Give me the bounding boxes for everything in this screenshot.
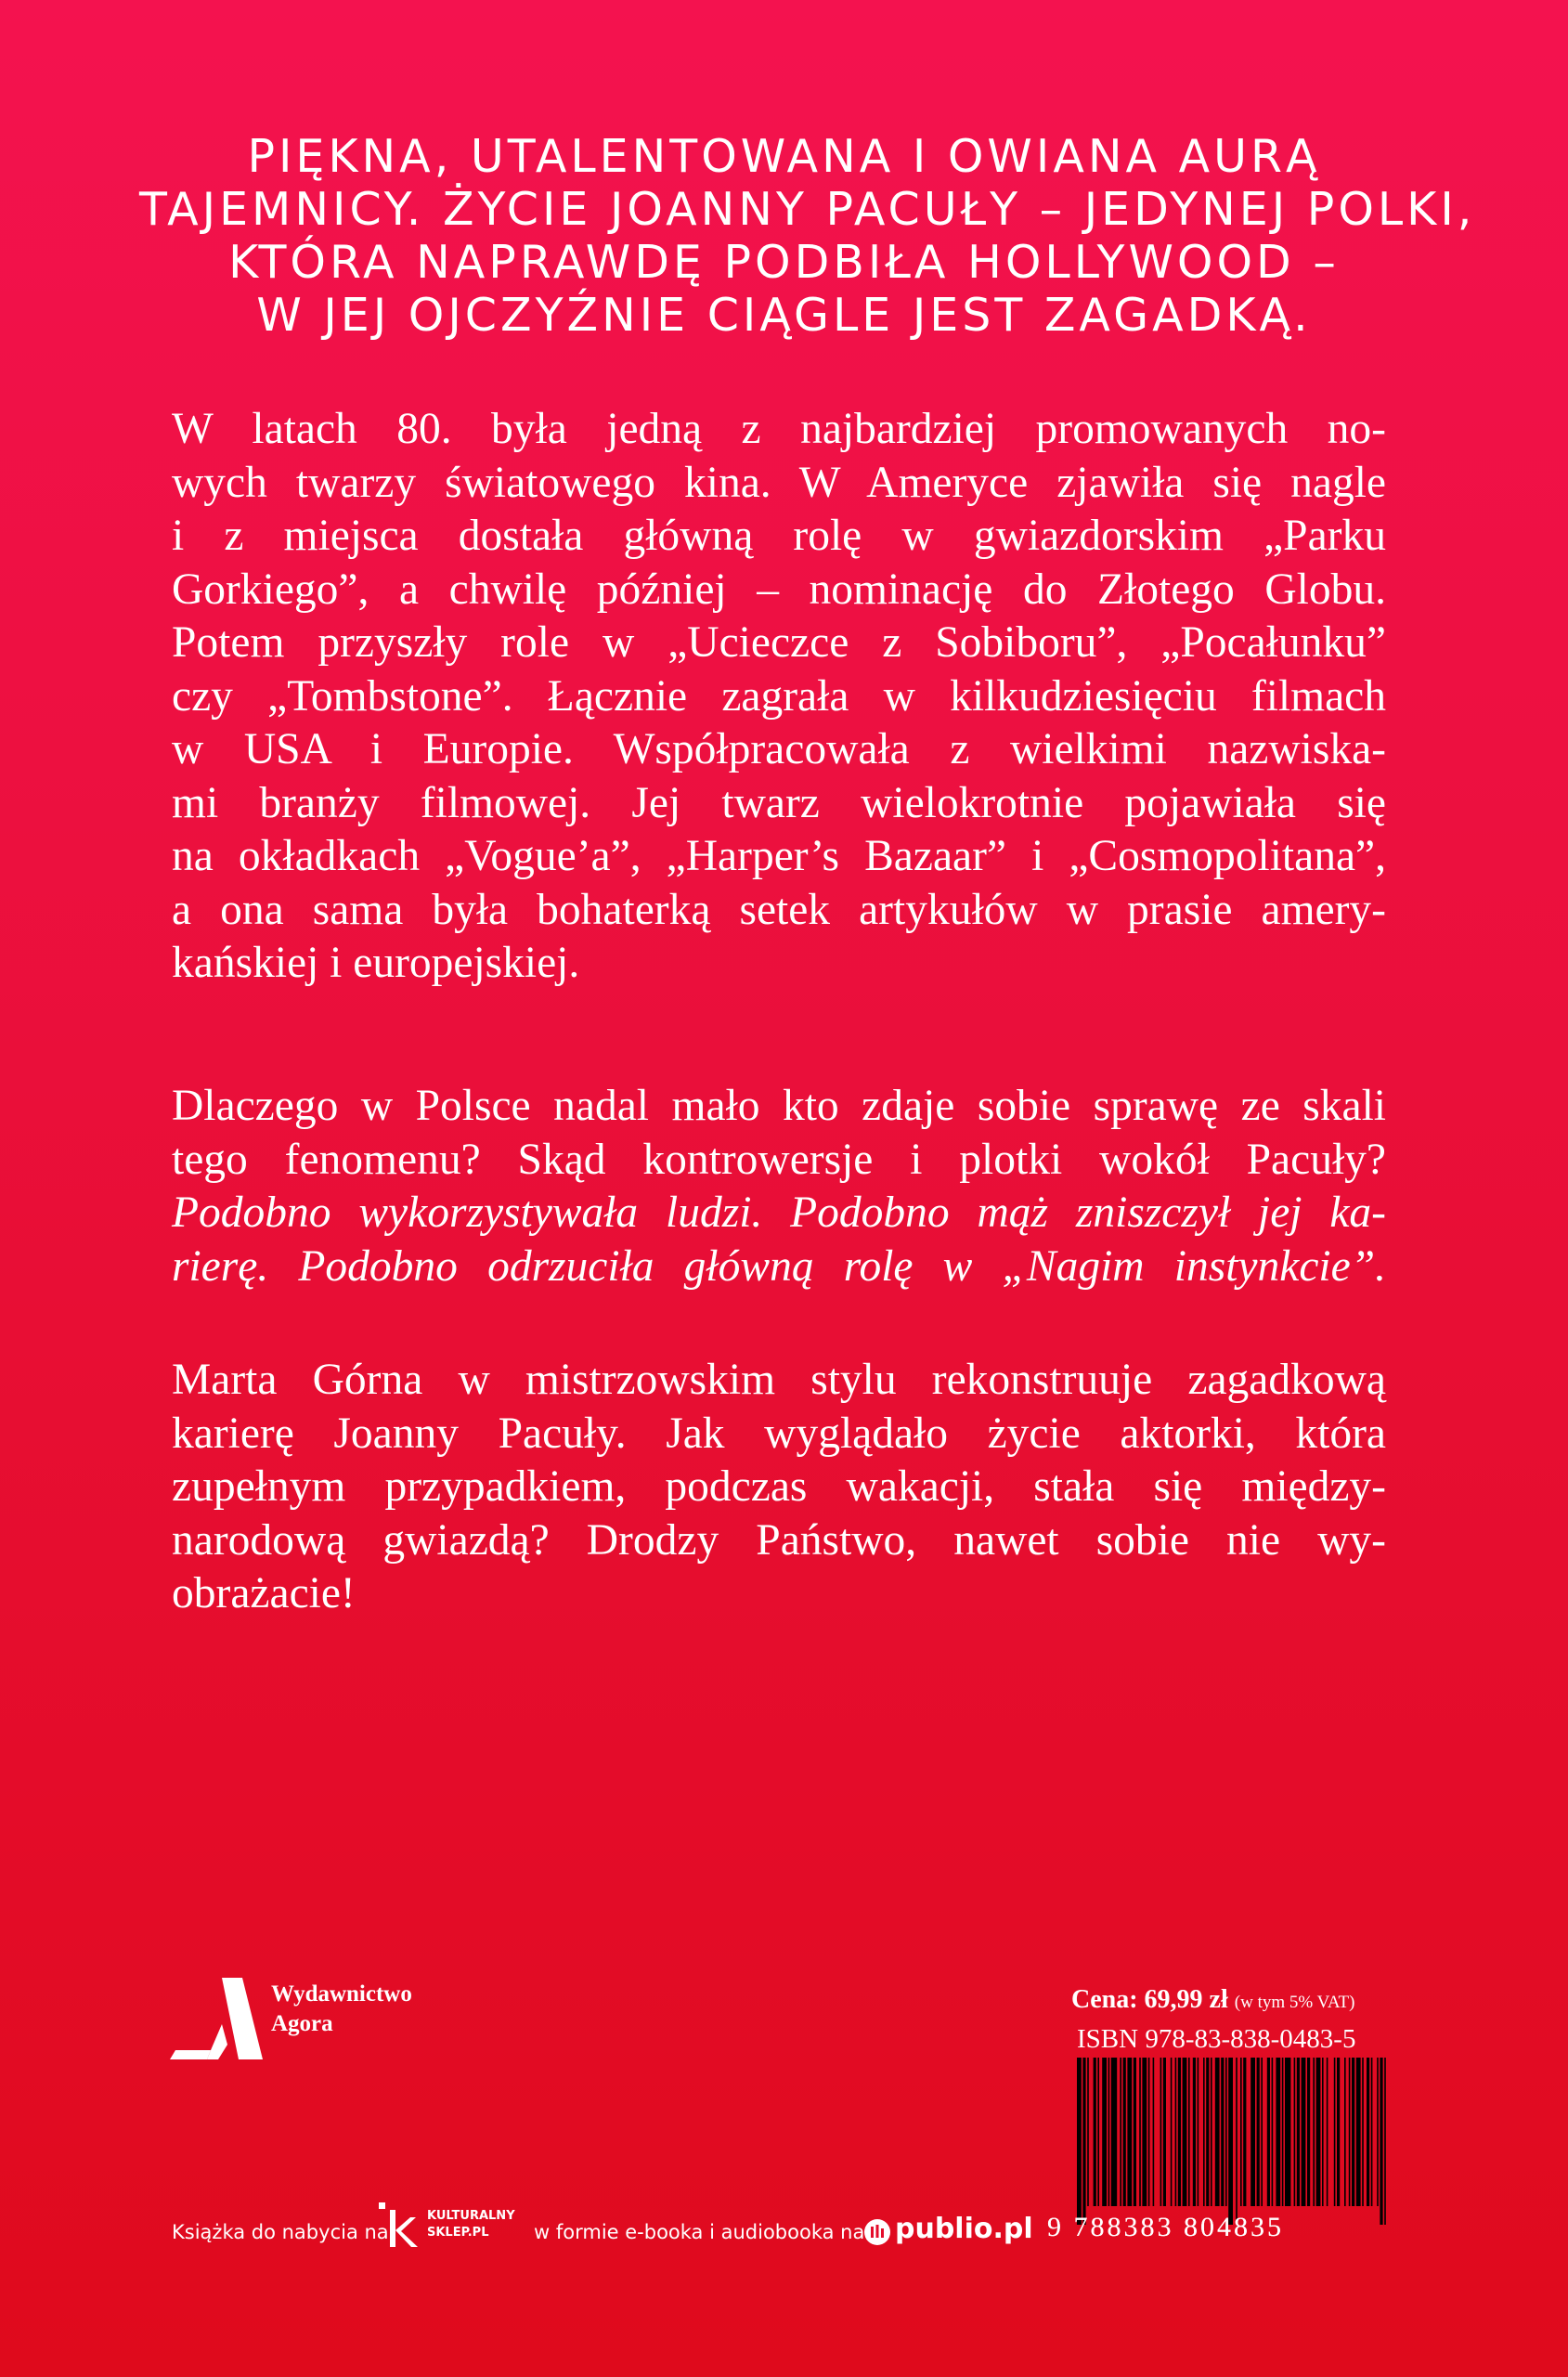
text-line: mi branży filmowej. Jej twarz wielokrotnie pojawiała się <box>172 778 1386 827</box>
italic-text-line: Podobno wykorzystywała ludzi. Podobno mąż zniszczył jej ka- <box>172 1188 1386 1237</box>
price-vat: (w tym 5% VAT) <box>1234 1993 1355 2012</box>
kulturalny-sklep-logo-icon <box>375 2201 421 2249</box>
isbn-label: ISBN 978-83-838-0483-5 <box>1077 2024 1356 2054</box>
description-paragraph-3 <box>172 1354 1386 1621</box>
availability-middle: w formie e-booka i audiobooka na <box>534 2221 865 2243</box>
text-line: Dlaczego w Polsce nadal mało kto zdaje sobie sprawę ze skali <box>172 1082 1386 1130</box>
text-line: kańskiej i europejskiej. <box>172 939 580 987</box>
price-label <box>1071 1985 1354 2015</box>
text-line: Gorkiego”, a chwilę później – nominację do Złotego Globu. <box>172 565 1386 614</box>
text-line: Marta Górna w mistrzowskim stylu rekonstruuje zagadkową <box>172 1356 1386 1404</box>
headline-line: PIĘKNA, UTALENTOWANA I OWIANA AURĄ <box>247 130 1321 183</box>
publio-logo-icon <box>863 2218 891 2246</box>
text-line: W latach 80. była jedną z najbardziej promowanych no- <box>172 405 1386 453</box>
publio-link[interactable]: publio.pl <box>895 2213 1033 2245</box>
publisher-name-line: Agora <box>271 2011 333 2036</box>
text-line: na okładkach „Vogue’a”, „Harper’s Bazaar” i „Cosmopolitana”, <box>172 832 1386 880</box>
headline-line: TAJEMNICY. ŻYCIE JOANNY PACUŁY – JEDYNEJ POLKI, <box>139 183 1476 236</box>
text-line: a ona sama była bohaterką setek artykułów w prasie amery- <box>172 885 1386 934</box>
text-line: i z miejsca dostała główną rolę w gwiazdorskim „Parku <box>172 512 1386 560</box>
headline-line: W JEJ OJCZYŹNIE CIĄGLE JEST ZAGADKĄ. <box>256 289 1312 342</box>
italic-text-line: rierę. Podobno odrzuciła główną rolę w „Nagim instynkcie”. <box>172 1241 1386 1291</box>
text-line: obrażacie! <box>172 1569 356 1617</box>
shop-name-line: KULTURALNY <box>427 2209 515 2223</box>
text-line: zupełnym przypadkiem, podczas wakacji, stała się między- <box>172 1462 1386 1511</box>
description-paragraph-1 <box>172 403 1386 991</box>
barcode-digits: 9 788383 804835 <box>1047 2212 1284 2242</box>
headline-line: KTÓRA NAPRAWDĘ PODBIŁA HOLLYWOOD – <box>228 236 1340 289</box>
text-line: czy „Tombstone”. Łącznie zagrała w kilkudziesięciu filmach <box>172 671 1386 721</box>
text-line: karierę Joanny Pacuły. Jak wyglądało życie aktorki, która <box>172 1409 1386 1458</box>
barcode-icon <box>1077 2058 1387 2225</box>
text-line: narodową gwiazdą? Drodzy Państwo, nawet sobie nie wy- <box>172 1515 1386 1565</box>
kulturalny-sklep-link[interactable] <box>427 2208 515 2241</box>
text-line: w USA i Europie. Współpracowała z wielkimi nazwiska- <box>172 725 1386 773</box>
price-value: Cena: 69,99 zł <box>1071 1985 1228 2014</box>
text-line: Potem przyszły role w „Ucieczce z Sobiboru”, „Pocałunku” <box>172 618 1386 667</box>
shop-name-line: SKLEP.PL <box>427 2226 489 2240</box>
publisher-name <box>271 1980 412 2039</box>
agora-logo-icon <box>170 1976 263 2061</box>
text-line: tego fenomenu? Skąd kontrowersje i plotki wokół Pacuły? <box>172 1135 1386 1184</box>
description-paragraph-2 <box>172 1080 1386 1293</box>
availability-prefix: Książka do nabycia na <box>172 2221 389 2243</box>
publisher-name-line: Wydawnictwo <box>271 1981 412 2007</box>
text-line: wych twarzy światowego kina. W Ameryce zjawiła się nagle <box>172 458 1386 507</box>
headline <box>139 130 1476 342</box>
